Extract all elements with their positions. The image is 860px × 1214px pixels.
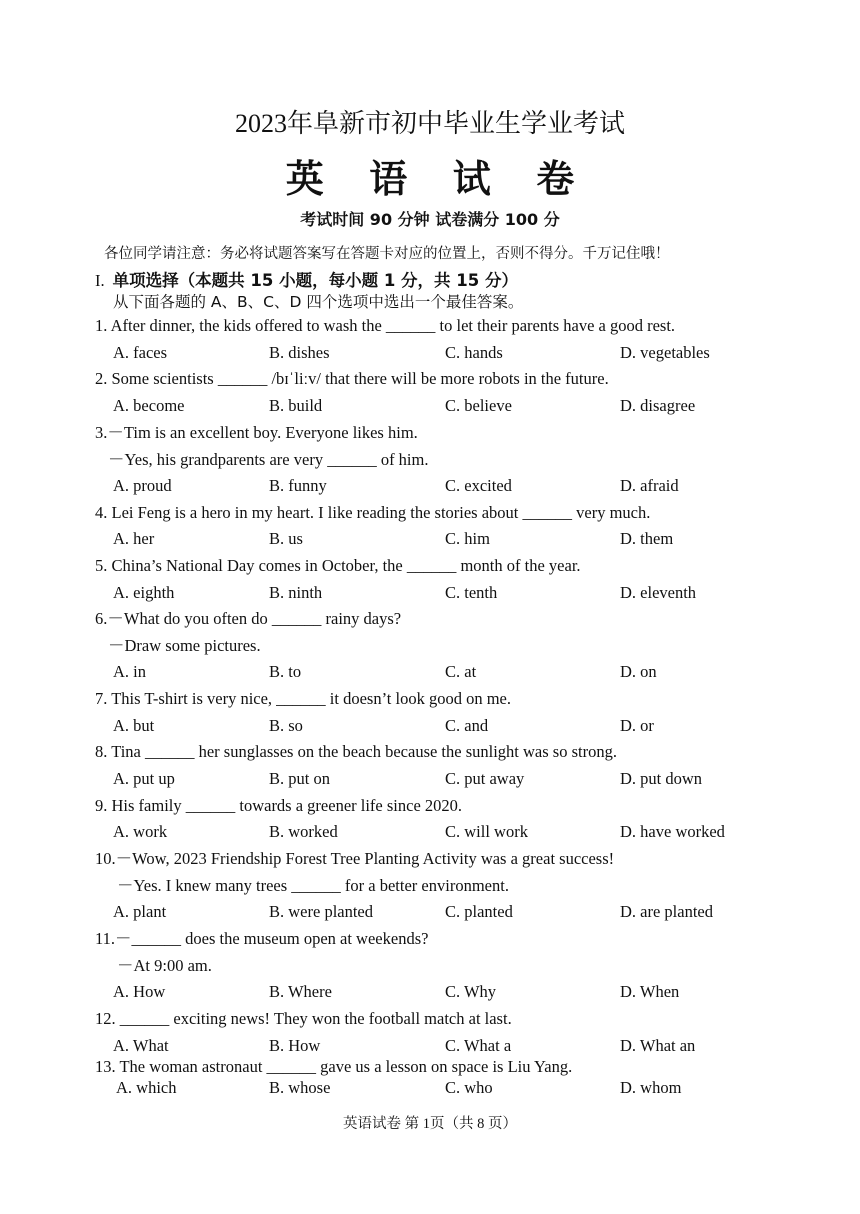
question-11-option-d: D. When [620, 982, 680, 1001]
question-5-option-d: D. eleventh [620, 583, 697, 602]
question-5-option-b: B. ninth [269, 583, 323, 602]
question-12-option-d: D. What an [620, 1036, 696, 1055]
question-3-option-c: C. excited [445, 476, 512, 495]
question-5-option-c: C. tenth [445, 583, 498, 602]
question-7-option-d: D. or [620, 716, 654, 735]
section-instruction: 从下面各题的 A、B、C、D 四个选项中选出一个最佳答案。 [113, 293, 524, 311]
question-4-stem: 4. Lei Feng is a hero in my heart. I like reading the stories about ______ very much. [95, 503, 651, 522]
question-11-option-b: B. Where [269, 982, 332, 1001]
question-4-option-d: D. them [620, 529, 674, 548]
question-3-reply: －Yes, his grandparents are very ______ of him. [108, 450, 429, 469]
question-11-option-a: A. How [113, 982, 166, 1001]
question-9-option-c: C. will work [445, 822, 528, 841]
question-1-option-a: A. faces [113, 343, 168, 362]
question-2-option-a: A. become [113, 396, 185, 415]
question-12-stem: 12. ______ exciting news! They won the football match at last. [95, 1009, 512, 1028]
question-9-option-d: D. have worked [620, 822, 725, 841]
question-12-option-c: C. What a [445, 1036, 512, 1055]
question-11-option-c: C. Why [445, 982, 497, 1001]
question-5-stem: 5. China’s National Day comes in October, the ______ month of the year. [95, 556, 581, 575]
question-6-stem: 6.－What do you often do ______ rainy days? [95, 609, 402, 628]
question-9-option-b: B. worked [269, 822, 338, 841]
question-10-option-b: B. were planted [269, 902, 374, 921]
question-12-option-a: A. What [113, 1036, 169, 1055]
question-8-option-d: D. put down [620, 769, 703, 788]
question-2-option-b: B. build [269, 396, 323, 415]
question-2-option-d: D. disagree [620, 396, 696, 415]
question-13-option-a: A. which [116, 1078, 177, 1097]
section-number: I. [95, 271, 105, 290]
question-10-option-d: D. are planted [620, 902, 713, 921]
question-6-option-a: A. in [113, 662, 146, 681]
subject-title: 英 语 试 卷 [285, 159, 593, 201]
question-10-option-c: C. planted [445, 902, 513, 921]
question-9-option-a: A. work [113, 822, 168, 841]
question-6-option-c: C. at [445, 662, 477, 681]
question-4-option-a: A. her [113, 529, 155, 548]
question-13-option-c: C. who [445, 1078, 493, 1097]
question-2-stem: 2. Some scientists ______ /bɪˈliːv/ that there will be more robots in the future. [95, 369, 609, 388]
section-title: 单项选择（本题共 15 小题，每小题 1 分，共 15 分） [112, 271, 518, 290]
question-7-stem: 7. This T-shirt is very nice, ______ it doesn’t look good on me. [95, 689, 511, 708]
question-11-reply: －At 9:00 am. [117, 956, 212, 975]
question-13-option-b: B. whose [269, 1078, 331, 1097]
question-7-option-c: C. and [445, 716, 489, 735]
question-3-stem: 3.－Tim is an excellent boy. Everyone likes him. [95, 423, 418, 442]
question-3-option-a: A. proud [113, 476, 172, 495]
question-10-reply: －Yes. I knew many trees ______ for a better environment. [117, 876, 509, 895]
question-6-option-d: D. on [620, 662, 657, 681]
exam-meta: 考试时间 90 分钟 试卷满分 100 分 [300, 210, 560, 229]
question-1-option-b: B. dishes [269, 343, 330, 362]
question-11-stem: 11.－______ does the museum open at weekends? [95, 929, 429, 948]
question-2-option-c: C. believe [445, 396, 512, 415]
question-1-stem: 1. After dinner, the kids offered to wash the ______ to let their parents have a good rest. [95, 316, 676, 335]
question-7-option-b: B. so [269, 716, 303, 735]
page-footer: 英语试卷 第 1页（共 8 页） [343, 1116, 517, 1132]
question-5-option-a: A. eighth [113, 583, 175, 602]
question-7-option-a: A. but [113, 716, 155, 735]
question-10-stem: 10.－Wow, 2023 Friendship Forest Tree Planting Activity was a great success! [95, 849, 615, 868]
question-3-option-b: B. funny [269, 476, 327, 495]
question-6-option-b: B. to [269, 662, 302, 681]
question-8-option-a: A. put up [113, 769, 175, 788]
question-13-stem: 13. The woman astronaut ______ gave us a lesson on space is Liu Yang. [95, 1057, 573, 1076]
question-8-stem: 8. Tina ______ her sunglasses on the beach because the sunlight was so strong. [95, 742, 617, 761]
question-9-stem: 9. His family ______ towards a greener life since 2020. [95, 796, 463, 815]
question-1-option-d: D. vegetables [620, 343, 710, 362]
question-10-option-a: A. plant [113, 902, 167, 921]
question-8-option-b: B. put on [269, 769, 330, 788]
section-heading [95, 267, 518, 291]
question-4-option-b: B. us [269, 529, 303, 548]
exam-title: 2023年阜新市初中毕业生学业考试 [234, 109, 625, 138]
question-12-option-b: B. How [269, 1036, 321, 1055]
question-6-reply: －Draw some pictures. [108, 636, 261, 655]
question-3-option-d: D. afraid [620, 476, 679, 495]
question-1-option-c: C. hands [445, 343, 503, 362]
question-8-option-c: C. put away [445, 769, 525, 788]
question-13-option-d: D. whom [620, 1078, 682, 1097]
question-4-option-c: C. him [445, 529, 490, 548]
exam-notice: 各位同学请注意：务必将试题答案写在答题卡对应的位置上，否则不得分。千万记住哦！ [104, 246, 670, 262]
